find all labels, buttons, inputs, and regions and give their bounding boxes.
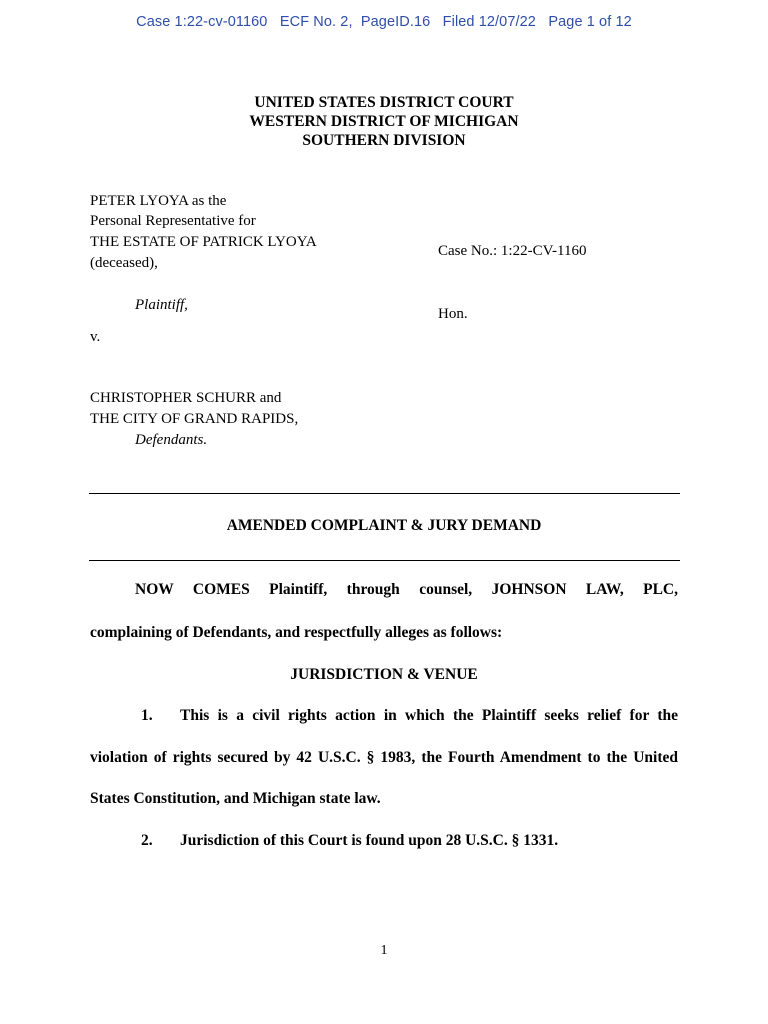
title-rule-top — [89, 493, 680, 494]
page-count-stamp: Page 1 of 12 — [548, 14, 632, 30]
plaintiff-line: PETER LYOYA as the — [90, 193, 227, 209]
plaintiff-line: Personal Representative for — [90, 213, 256, 229]
versus-label: v. — [90, 329, 101, 345]
paragraph-1-line-1: This is a civil rights action in which the Plaintiff seeks relief for the — [180, 707, 678, 724]
plaintiff-line: THE ESTATE OF PATRICK LYOYA — [90, 234, 317, 250]
court-division: SOUTHERN DIVISION — [302, 132, 466, 149]
paragraph-1-line-3: States Constitution, and Michigan state law. — [90, 790, 381, 807]
section-heading: JURISDICTION & VENUE — [290, 666, 478, 683]
court-district: WESTERN DISTRICT OF MICHIGAN — [249, 113, 519, 130]
defendant-line: CHRISTOPHER SCHURR and — [90, 390, 282, 406]
paragraph-number: 1. — [141, 707, 153, 724]
intro-line-2: complaining of Defendants, and respectfully alleges as follows: — [90, 624, 503, 641]
judge-label: Hon. — [438, 306, 468, 322]
ecf-number-stamp: ECF No. 2, — [279, 14, 353, 30]
case-number-stamp: Case 1:22-cv-01160 — [136, 14, 268, 30]
plaintiff-role: Plaintiff, — [135, 297, 188, 313]
plaintiff-line: (deceased), — [90, 255, 158, 271]
intro-line-1: NOW COMES Plaintiff, through counsel, JOHNSON LAW, PLC, — [135, 581, 678, 598]
page-number: 1 — [380, 943, 388, 958]
court-name: UNITED STATES DISTRICT COURT — [254, 94, 514, 111]
document-title: AMENDED COMPLAINT & JURY DEMAND — [226, 517, 542, 534]
pageid-stamp: PageID.16 — [360, 14, 431, 30]
case-number: Case No.: 1:22-CV-1160 — [438, 243, 587, 259]
title-rule-bottom — [89, 560, 680, 561]
filed-date-stamp: Filed 12/07/22 — [442, 14, 536, 30]
paragraph-number: 2. — [141, 832, 153, 849]
paragraph-1-line-2: violation of rights secured by 42 U.S.C. § 1983, the Fourth Amendment to the United — [90, 749, 678, 766]
paragraph-2-line-1: Jurisdiction of this Court is found upon 28 U.S.C. § 1331. — [180, 832, 559, 849]
defendant-line: THE CITY OF GRAND RAPIDS, — [90, 411, 299, 427]
ecf-header-stamp — [0, 14, 768, 30]
defendant-role: Defendants. — [135, 432, 208, 448]
